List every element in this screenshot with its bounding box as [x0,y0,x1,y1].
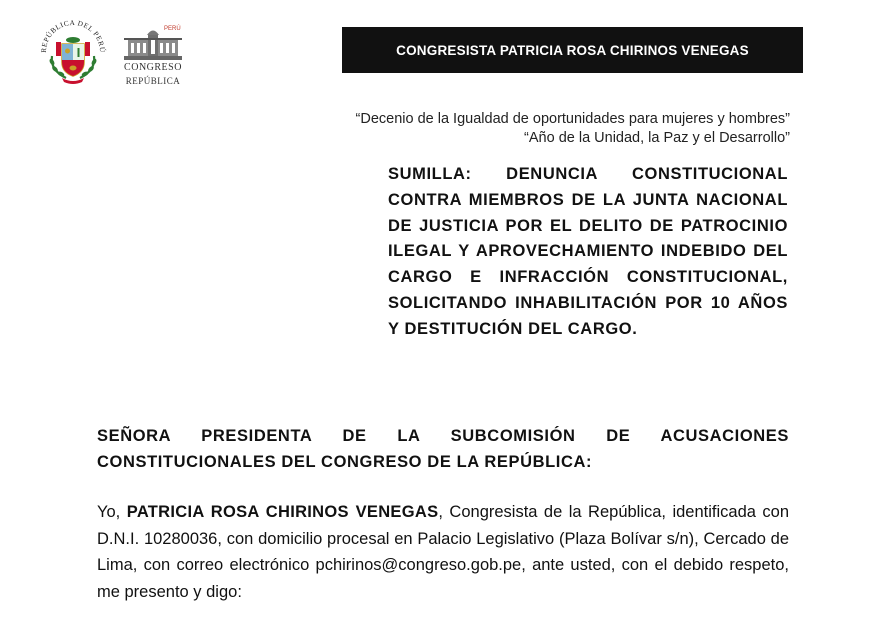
decenio-line-2: “Año de la Unidad, la Paz y el Desarrollo” [524,130,790,146]
decenio-line-1: “Decenio de la Igualdad de oportunidades para mujeres y hombres” [355,111,790,127]
congresista-title: CONGRESISTA PATRICIA ROSA CHIRINOS VENEGAS [396,42,749,58]
sumilla-block: SUMILLA: DENUNCIA CONSTITUCIONAL CONTRA MIEMBROS DE LA JUNTA NACIONAL DE JUSTICIA POR EL DELITO DE PATROCINIO ILEGAL Y APROVECHAMIENTO INDEBIDO DEL CARGO E INFRACCIÓN CONSTITUCIONAL, SOLICITANDO INHABILITACIÓN POR 10 AÑOS Y DESTITUCIÓN DEL CARGO. [388,165,788,338]
seal-caption: REPÚBLICA DEL PERÚ [39,18,107,54]
congreso-logo-line1: CONGRESO [124,62,182,73]
decenio-block [356,110,790,148]
body-rest: , Congresista de la República, identificada con D.N.I. 10280036, con domicilio procesal en Palacio Legislativo (Plaza Bolívar s/n), Cercado de Lima, con correo electrónico pchirinos@congreso.gob.pe, ante usted, con el debido respeto, me presento y digo: [97,503,790,601]
congresista-title-bar [342,27,803,73]
body-name: PATRICIA ROSA CHIRINOS VENEGAS [126,503,439,521]
body-paragraph [97,499,789,605]
congreso-logo-tag: PERÚ [164,26,181,32]
congreso-logo [118,26,188,92]
addressee-heading: SEÑORA PRESIDENTA DE LA SUBCOMISIÓN DE ACUSACIONES CONSTITUCIONALES DEL CONGRESO DE LA REPÚBLICA: [97,427,789,471]
body-intro: Yo, [97,503,121,521]
republica-del-peru-seal-icon [36,12,110,86]
document-header [0,0,886,95]
congreso-logo-line2: REPÚBLICA [125,76,181,86]
